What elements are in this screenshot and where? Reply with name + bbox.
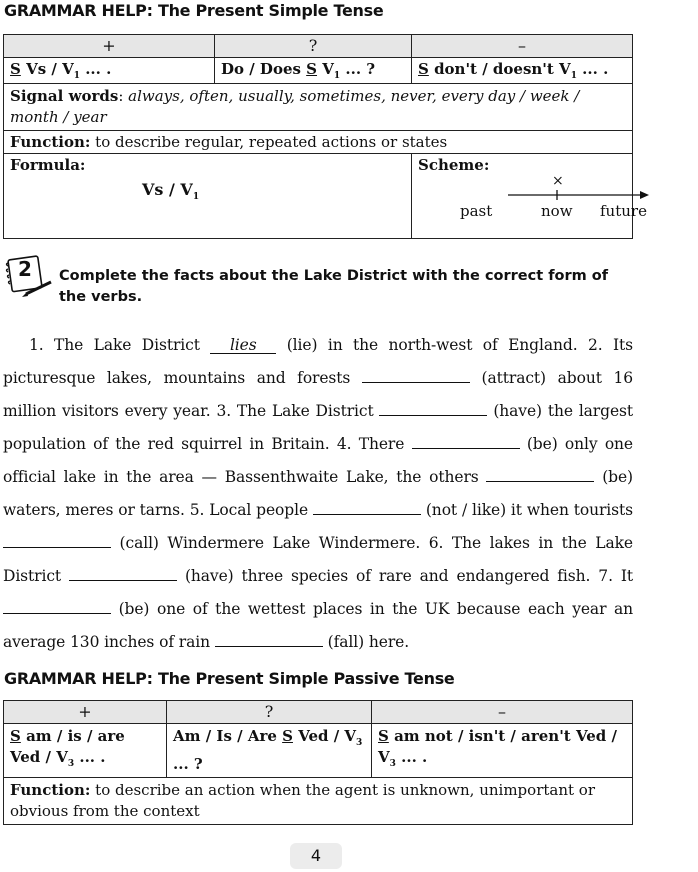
blank-10[interactable] <box>215 630 323 647</box>
passive-header-question: ? <box>167 701 372 724</box>
blank-3[interactable] <box>379 399 487 416</box>
task-instruction: Complete the facts about the Lake District with the correct form of the verbs. <box>59 268 609 305</box>
formula-value: Vs / $V_1$ <box>142 180 200 203</box>
blank-4[interactable] <box>412 432 520 449</box>
blank-5[interactable] <box>486 465 594 482</box>
exercise-text: 1. The Lake District lies (lie) in the north-west of England. 2. Its picturesque lakes, mountains and forests (attract) about 16 million visitors every year. 3. The Lake District (have) the largest population of the red squirrel in Britain. 4. There (be) only one official lake in the area — Bassenthwaite Lake, the others (be) waters, meres or tarns. 5. Local people (not / like) it when tourists (call) Windermere Lake Windermere. 6. The lakes in the Lake District (have) three species of rare and endangered fish. 7. It (be) one of the wettest places in the UK because each year an average 130 inches of rain (fall) here. <box>3 336 634 651</box>
passive-negative-form: S am not / isn't / aren't Ved / $V_3$ ... . <box>372 724 633 778</box>
blank-7[interactable] <box>3 531 111 548</box>
passive-function-row: Function: to describe an action when the agent is unknown, unimportant or obvious from the context <box>4 778 633 825</box>
negative-form: S don't / doesn't $V_1$ ... . <box>412 58 633 84</box>
blank-9[interactable] <box>3 597 111 614</box>
page-number: 4 <box>290 843 342 869</box>
signal-words-row: Signal words: always, often, usually, sometimes, never, every day / week / month / year <box>4 84 633 131</box>
scheme-past-label: past <box>460 202 493 220</box>
scheme-cell: Scheme: × past now future <box>412 154 633 239</box>
blank-2[interactable] <box>362 366 470 383</box>
passive-header-positive: + <box>4 701 167 724</box>
scheme-now-label: now <box>541 202 573 220</box>
formula-cell: Formula: Vs / $V_1$ <box>4 154 412 239</box>
positive-form: S Vs / $V_1$ ... . <box>4 58 215 84</box>
timeline-scheme <box>418 173 647 236</box>
question-form: Do / Does S $V_1$ ... ? <box>215 58 412 84</box>
present-simple-passive-table <box>3 700 633 825</box>
present-simple-table <box>3 34 647 239</box>
header-positive: + <box>4 35 215 58</box>
scheme-future-label: future <box>600 202 647 220</box>
passive-positive-form: S am / is / are Ved / $V_3$ ... . <box>4 724 167 778</box>
function-row: Function: to describe regular, repeated actions or states <box>4 131 633 154</box>
passive-question-form: Am / Is / Are S Ved / $V_3$ ... ? <box>167 724 372 778</box>
example-answer: lies <box>210 337 276 354</box>
task-number: 2 <box>18 257 32 281</box>
header-question: ? <box>215 35 412 58</box>
now-cross-mark: × <box>552 173 564 189</box>
blank-6[interactable] <box>313 498 421 515</box>
section-title-present-simple: GRAMMAR HELP: The Present Simple Tense <box>4 1 384 20</box>
passive-header-negative: – <box>372 701 633 724</box>
blank-8[interactable] <box>69 564 177 581</box>
section-title-present-simple-passive: GRAMMAR HELP: The Present Simple Passive Tense <box>4 669 455 688</box>
notebook-pencil-icon <box>4 254 54 300</box>
header-negative: – <box>412 35 633 58</box>
